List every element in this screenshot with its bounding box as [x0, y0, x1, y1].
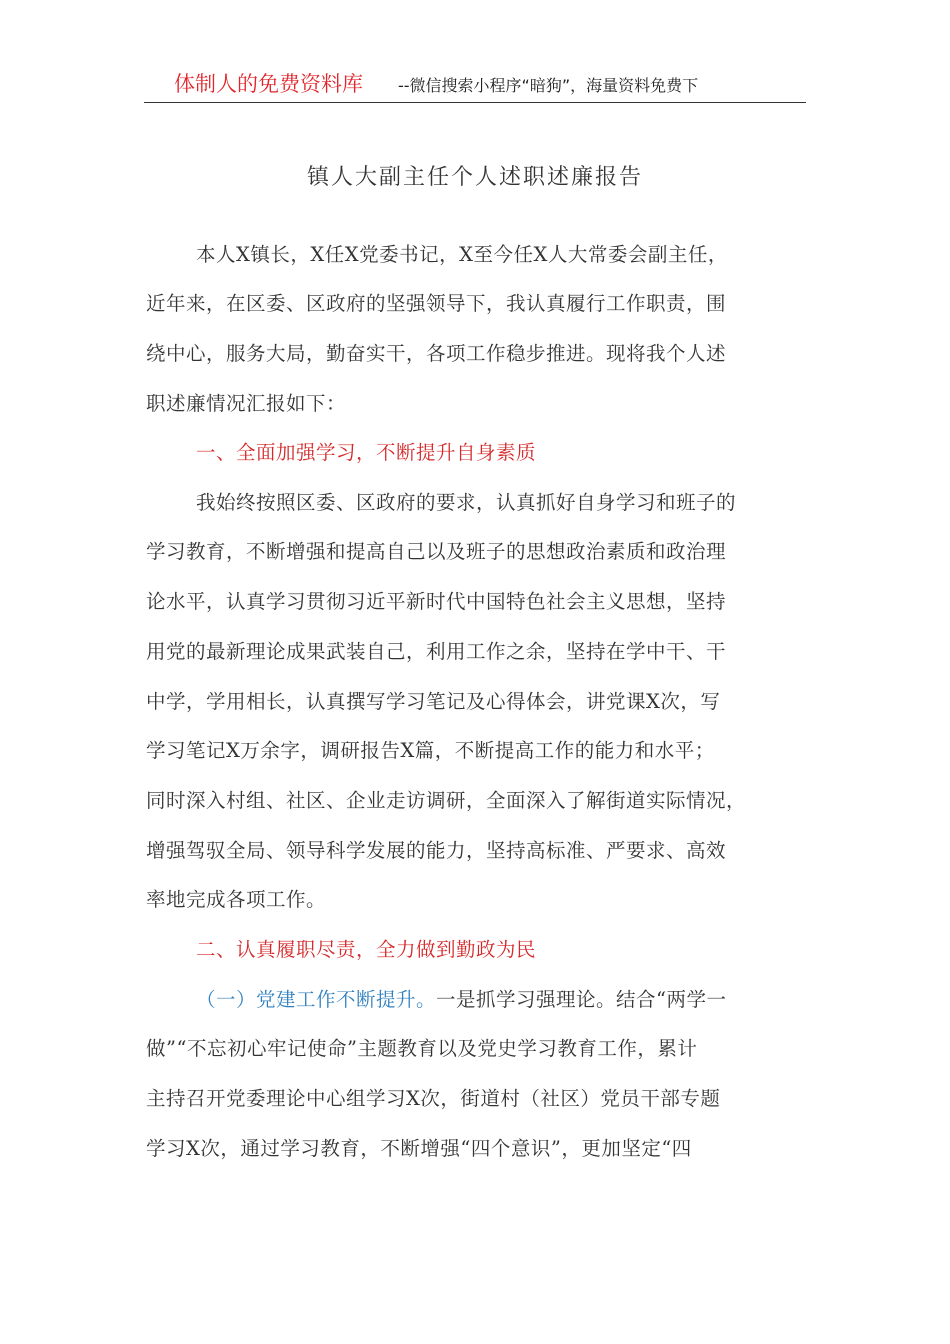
paragraph-line: 主持召开党委理论中心组学习X次，街道村（社区）党员干部专题	[146, 1087, 721, 1110]
paragraph-line: 做”“不忘初心牢记使命”主题教育以及党史学习教育工作，累计	[146, 1037, 698, 1060]
paragraph-line: 绕中心，服务大局，勤奋实干，各项工作稳步推进。现将我个人述	[146, 342, 727, 365]
paragraph-line: 本人X镇长，X任X党委书记，X至今任X人大常委会副主任，	[196, 243, 728, 266]
paragraph-line: 同时深入村组、社区、企业走访调研，全面深入了解街道实际情况，	[146, 789, 747, 812]
section-heading-1: 一、全面加强学习，不断提升自身素质	[196, 441, 537, 464]
section-heading-2: 二、认真履职尽责，全力做到勤政为民	[196, 938, 537, 961]
document-title: 镇人大副主任个人述职述廉报告	[306, 165, 643, 190]
header-brand: 体制人的免费资料库	[174, 72, 363, 96]
subheading-1: （一）党建工作不断提升。	[196, 988, 437, 1011]
paragraph-line: 论水平，认真学习贯彻习近平新时代中国特色社会主义思想，坚持	[146, 590, 727, 613]
paragraph-line: 用党的最新理论成果武装自己，利用工作之余，坚持在学中干、干	[146, 640, 727, 663]
paragraph-line: 学习教育，不断增强和提高自己以及班子的思想政治素质和政治理	[146, 540, 727, 563]
paragraph-line: 我始终按照区委、区政府的要求，认真抓好自身学习和班子的	[196, 491, 737, 514]
page-header	[144, 70, 806, 103]
paragraph-line-with-subheading	[196, 983, 727, 1017]
paragraph-line: 率地完成各项工作。	[146, 888, 327, 911]
header-subtitle: --微信搜索小程序“暗狗”，海量资料免费下	[398, 76, 699, 95]
paragraph-line: 学习X次，通过学习教育，不断增强“四个意识”，更加坚定“四	[146, 1137, 692, 1160]
paragraph-line: 学习笔记X万余字，调研报告X篇，不断提高工作的能力和水平；	[146, 739, 715, 762]
paragraph-line: 增强驾驭全局、领导科学发展的能力，坚持高标准、严要求、高效	[146, 839, 727, 862]
paragraph-line: 中学，学用相长，认真撰写学习笔记及心得体会，讲党课X次，写	[146, 690, 721, 713]
paragraph-line: 职述廉情况汇报如下：	[146, 392, 347, 415]
paragraph-text: 一是抓学习强理论。结合“两学一	[436, 988, 727, 1011]
paragraph-line: 近年来，在区委、区政府的坚强领导下，我认真履行工作职责，围	[146, 292, 727, 315]
